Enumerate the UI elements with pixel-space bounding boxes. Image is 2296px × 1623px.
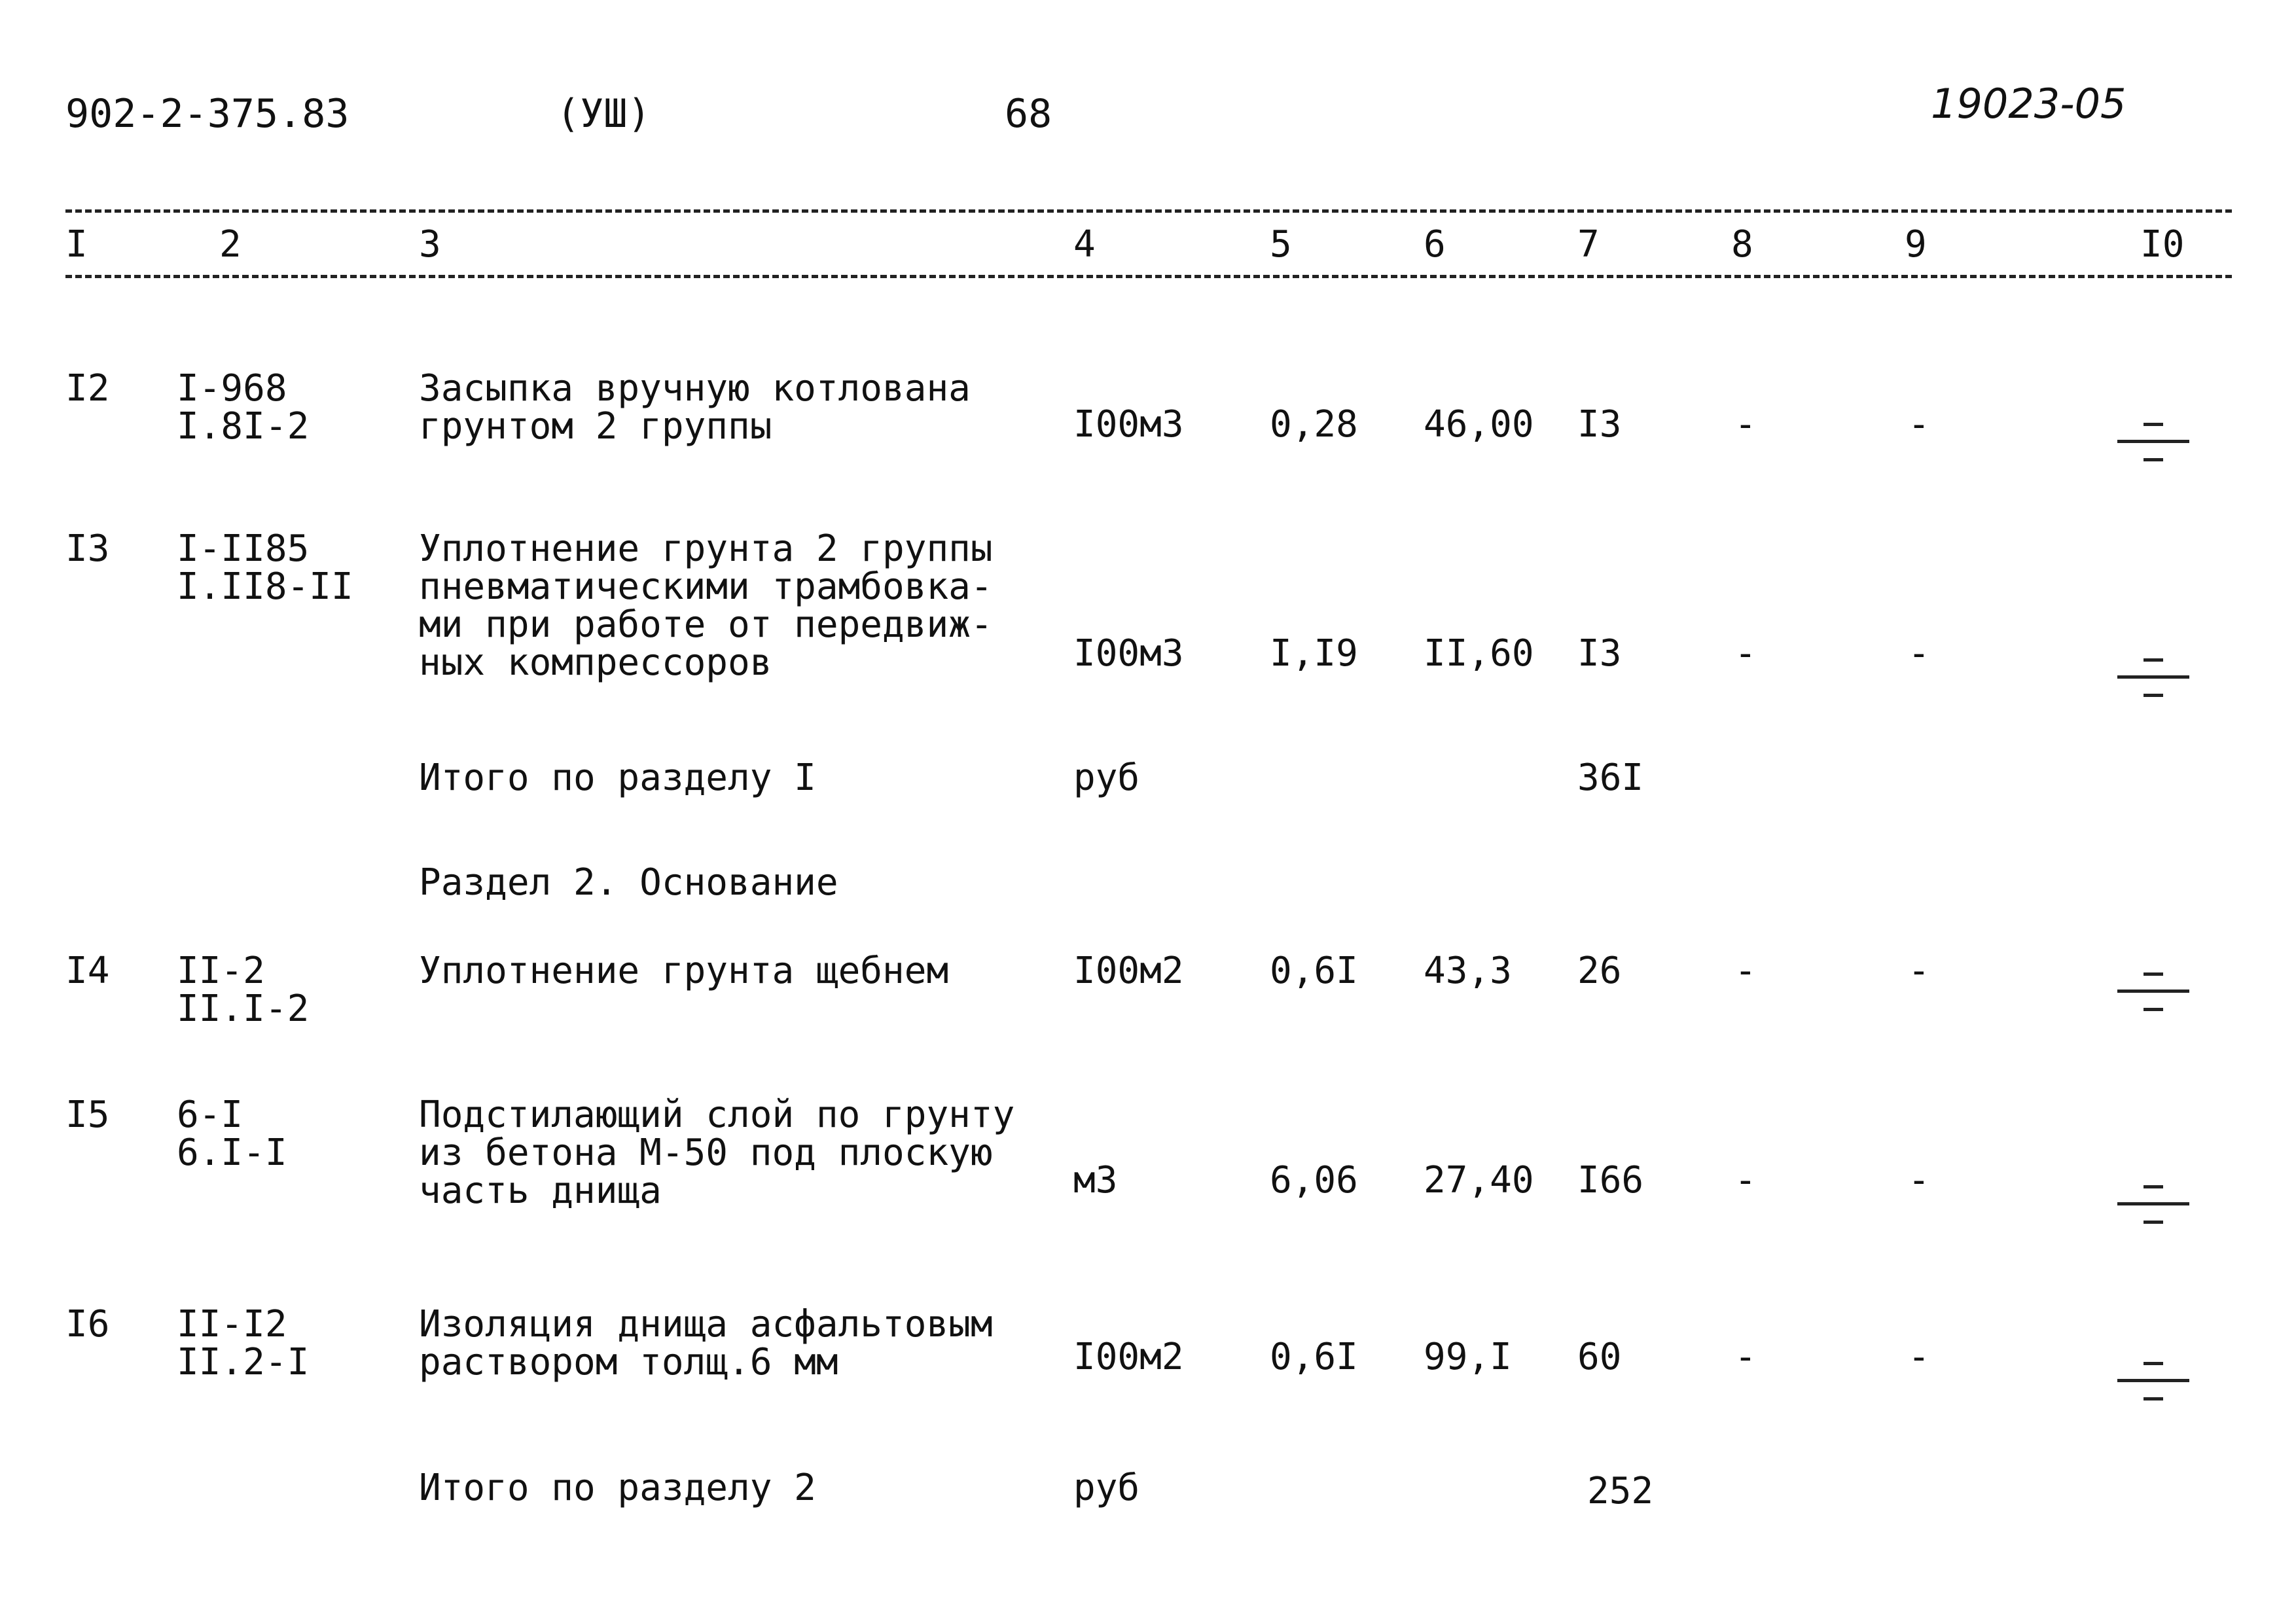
subtotal-total: 36I — [1577, 757, 1644, 799]
division-mark-icon — [2117, 412, 2189, 471]
quantity: 0,28 — [1270, 403, 1358, 446]
work-description: Изоляция днища асфальтовым раствором толщ.6 мм — [419, 1303, 993, 1383]
rate-code: I-II85 I.II8-II — [177, 527, 353, 608]
rate-code: II-I2 II.2-I — [177, 1303, 310, 1383]
total-cost: I66 — [1577, 1159, 1644, 1202]
subtotal-total: 252 — [1587, 1470, 1654, 1512]
total-cost: 26 — [1577, 950, 1622, 992]
header-bottom-rule — [65, 275, 2232, 278]
unit: I00м3 — [1073, 403, 1184, 446]
section-title: Раздел 2. Основание — [419, 861, 838, 904]
work-description: Уплотнение грунта щебнем — [419, 950, 949, 992]
subtotal-unit: руб — [1073, 757, 1140, 799]
unit: I00м2 — [1073, 950, 1184, 992]
col-9-value: - — [1908, 403, 1930, 446]
subtotal-label: Итого по разделу 2 — [419, 1467, 816, 1509]
col-header-3: 3 — [419, 223, 441, 266]
quantity: 0,6I — [1270, 950, 1358, 992]
unit-price: II,60 — [1424, 632, 1534, 675]
rate-code: I-968 I.8I-2 — [177, 367, 310, 448]
row-number: I4 — [65, 950, 110, 992]
col-header-5: 5 — [1270, 223, 1292, 266]
unit-price: 27,40 — [1424, 1159, 1534, 1202]
work-description: Подстилающий слой по грунту из бетона М-50 под плоскую часть днища — [419, 1094, 1015, 1212]
col-header-4: 4 — [1073, 223, 1096, 266]
unit-price: 46,00 — [1424, 403, 1534, 446]
page-number: 68 — [1005, 91, 1052, 137]
quantity: 6,06 — [1270, 1159, 1358, 1202]
row-number: I2 — [65, 367, 110, 410]
unit-price: 99,I — [1424, 1336, 1512, 1378]
unit-price: 43,3 — [1424, 950, 1512, 992]
col-header-7: 7 — [1577, 223, 1600, 266]
subtotal-unit: руб — [1073, 1467, 1140, 1509]
col-8-value: - — [1734, 950, 1757, 992]
header-top-rule — [65, 209, 2232, 213]
col-8-value: - — [1734, 1159, 1757, 1202]
part-label: (УШ) — [556, 91, 651, 137]
work-description: Засыпка вручную котлована грунтом 2 группы — [419, 367, 971, 448]
division-mark-icon — [2117, 962, 2189, 1021]
col-header-8: 8 — [1731, 223, 1753, 266]
col-header-2: 2 — [219, 223, 242, 266]
col-header-10: I0 — [2140, 223, 2185, 266]
division-mark-icon — [2117, 1175, 2189, 1234]
col-8-value: - — [1734, 632, 1757, 675]
row-number: I6 — [65, 1303, 110, 1346]
rate-code: 6-I 6.I-I — [177, 1094, 287, 1174]
col-9-value: - — [1908, 632, 1930, 675]
row-number: I5 — [65, 1094, 110, 1136]
rate-code: II-2 II.I-2 — [177, 950, 310, 1030]
division-mark-icon — [2117, 648, 2189, 707]
work-description: Уплотнение грунта 2 группы пневматическими трамбовка- ми при работе от передвиж- ных компрессоров — [419, 527, 993, 684]
quantity: I,I9 — [1270, 632, 1358, 675]
archive-number: 19023-05 — [1931, 80, 2126, 128]
col-8-value: - — [1734, 1336, 1757, 1378]
unit: I00м2 — [1073, 1336, 1184, 1378]
division-mark-icon — [2117, 1351, 2189, 1410]
col-8-value: - — [1734, 403, 1757, 446]
total-cost: I3 — [1577, 632, 1622, 675]
col-header-9: 9 — [1905, 223, 1927, 266]
unit: I00м3 — [1073, 632, 1184, 675]
row-number: I3 — [65, 527, 110, 570]
col-9-value: - — [1908, 1159, 1930, 1202]
document-code: 902-2-375.83 — [65, 91, 350, 137]
subtotal-label: Итого по разделу I — [419, 757, 816, 799]
total-cost: 60 — [1577, 1336, 1622, 1378]
col-header-1: I — [65, 223, 88, 266]
total-cost: I3 — [1577, 403, 1622, 446]
col-header-6: 6 — [1424, 223, 1446, 266]
col-9-value: - — [1908, 1336, 1930, 1378]
unit: м3 — [1073, 1159, 1118, 1202]
quantity: 0,6I — [1270, 1336, 1358, 1378]
col-9-value: - — [1908, 950, 1930, 992]
